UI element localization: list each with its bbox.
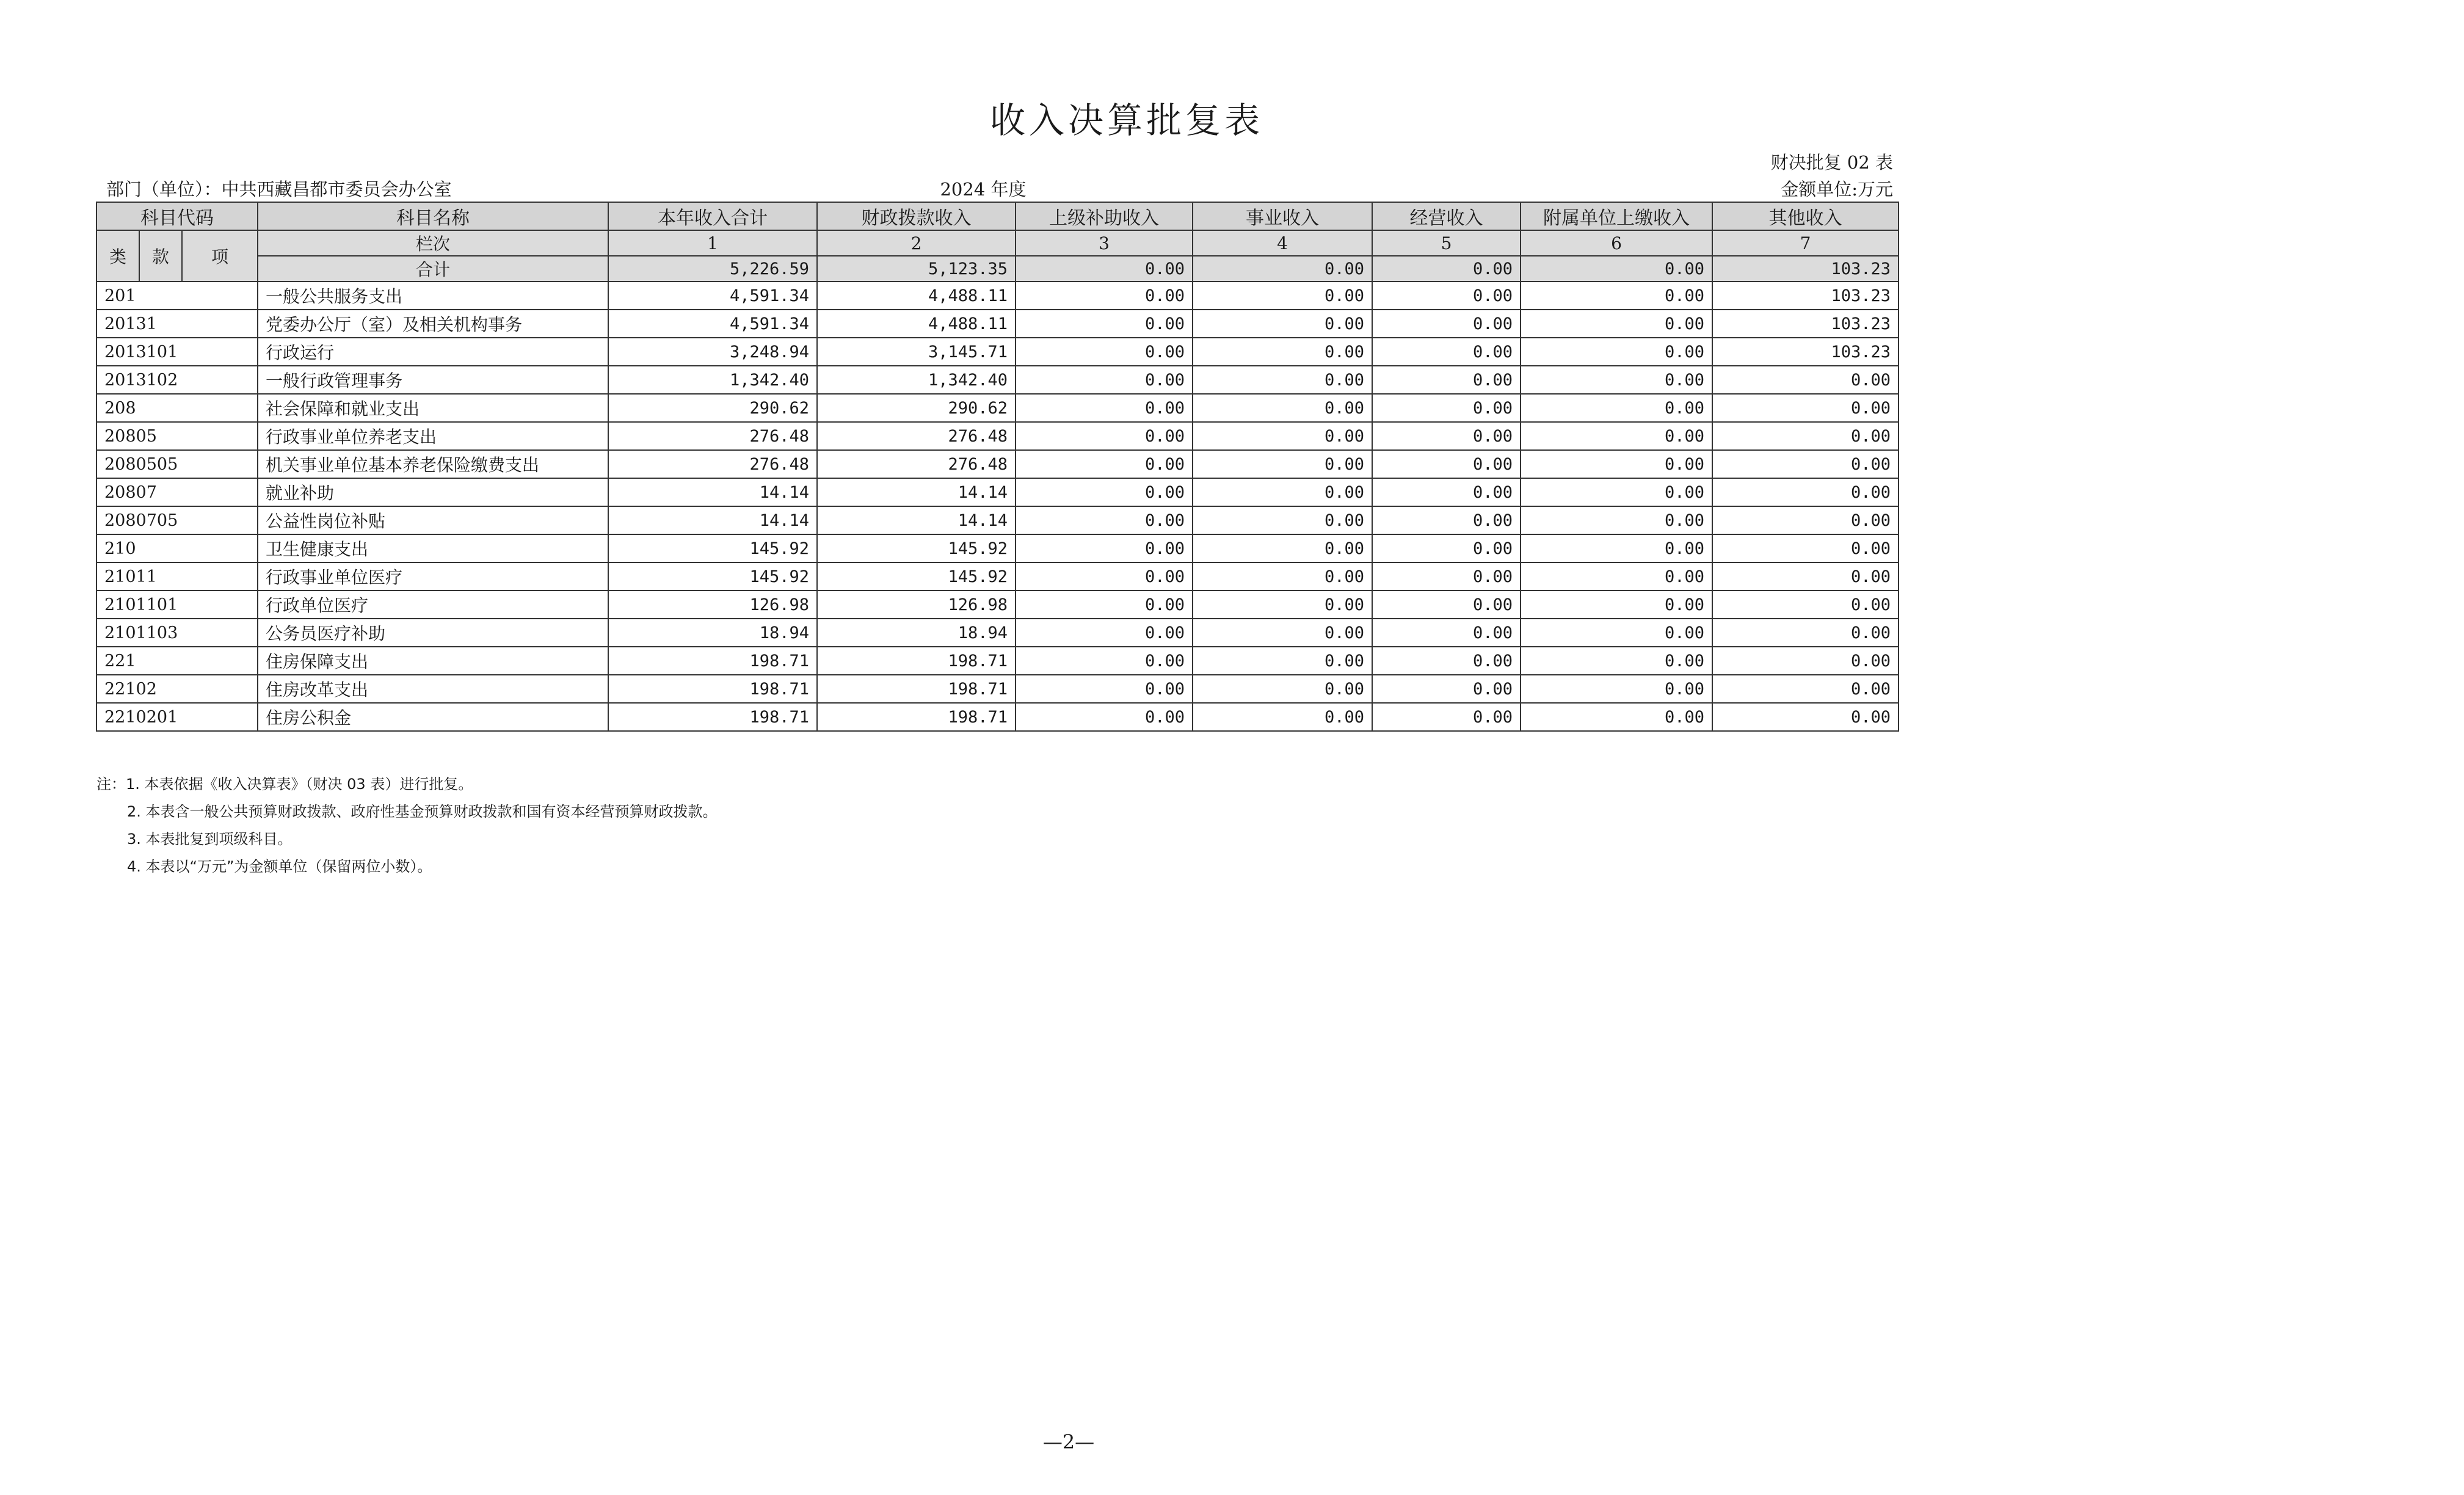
amount-cell: 290.62 [608,394,817,422]
amount-cell: 0.00 [1193,703,1372,731]
subject-code: 21011 [96,562,258,591]
column-number: 5 [1372,230,1521,256]
total-value: 0.00 [1372,256,1521,282]
amount-cell: 0.00 [1372,675,1521,703]
amount-cell: 0.00 [1016,647,1193,675]
amount-cell: 0.00 [1016,534,1193,562]
table-row [96,647,1899,675]
amount-cell: 0.00 [1521,534,1712,562]
amount-cell: 0.00 [1521,394,1712,422]
total-label: 合计 [258,256,608,282]
amount-cell: 0.00 [1193,619,1372,647]
table-row [96,450,1899,478]
amount-cell: 0.00 [1193,282,1372,310]
amount-cell: 103.23 [1712,338,1899,366]
subject-code: 2210201 [96,703,258,731]
amount-cell: 0.00 [1372,282,1521,310]
table-row [96,562,1899,591]
amount-cell: 0.00 [1712,366,1899,394]
table-row [96,534,1899,562]
total-value: 0.00 [1016,256,1193,282]
amount-cell: 0.00 [1016,562,1193,591]
table-row [96,703,1899,731]
amount-cell: 0.00 [1372,394,1521,422]
amount-cell: 0.00 [1193,647,1372,675]
income-table [96,202,1899,732]
column-number: 7 [1712,230,1899,256]
amount-cell: 0.00 [1016,703,1193,731]
amount-cell: 0.00 [1372,619,1521,647]
subject-code: 2080705 [96,506,258,534]
amount-cell: 103.23 [1712,282,1899,310]
amount-cell: 14.14 [817,478,1016,506]
amount-unit: 金额单位:万元 [1781,179,1893,200]
subject-name: 社会保障和就业支出 [258,394,608,422]
subject-code: 2013102 [96,366,258,394]
amount-cell: 0.00 [1521,450,1712,478]
amount-cell: 0.00 [1193,366,1372,394]
total-value: 0.00 [1193,256,1372,282]
amount-cell: 145.92 [608,534,817,562]
amount-cell: 145.92 [817,534,1016,562]
header-subject-code: 科目代码 [96,202,258,230]
amount-cell: 0.00 [1016,619,1193,647]
header-xiang: 项 [182,230,258,282]
subject-name: 卫生健康支出 [258,534,608,562]
total-value: 5,226.59 [608,256,817,282]
amount-cell: 0.00 [1016,675,1193,703]
column-number: 6 [1521,230,1712,256]
amount-cell: 0.00 [1193,394,1372,422]
total-value: 103.23 [1712,256,1899,282]
table-row [96,675,1899,703]
amount-cell: 0.00 [1016,422,1193,450]
subject-name: 党委办公厅（室）及相关机构事务 [258,310,608,338]
amount-cell: 0.00 [1521,338,1712,366]
amount-cell: 290.62 [817,394,1016,422]
amount-cell: 0.00 [1372,647,1521,675]
header-col: 事业收入 [1193,202,1372,230]
amount-cell: 14.14 [608,506,817,534]
amount-cell: 0.00 [1372,310,1521,338]
amount-cell: 0.00 [1521,562,1712,591]
amount-cell: 0.00 [1016,282,1193,310]
amount-cell: 0.00 [1521,703,1712,731]
amount-cell: 0.00 [1372,478,1521,506]
subject-name: 住房保障支出 [258,647,608,675]
subject-code: 2101101 [96,591,258,619]
header-col: 其他收入 [1712,202,1899,230]
amount-cell: 0.00 [1712,619,1899,647]
amount-cell: 0.00 [1712,591,1899,619]
amount-cell: 0.00 [1016,338,1193,366]
subject-name: 行政单位医疗 [258,591,608,619]
column-number: 4 [1193,230,1372,256]
amount-cell: 0.00 [1193,562,1372,591]
amount-cell: 198.71 [608,647,817,675]
table-row [96,506,1899,534]
amount-cell: 0.00 [1521,282,1712,310]
total-value: 0.00 [1521,256,1712,282]
subject-code: 221 [96,647,258,675]
amount-cell: 0.00 [1016,310,1193,338]
column-number: 2 [817,230,1016,256]
subject-name: 住房公积金 [258,703,608,731]
header-lei: 类 [96,230,139,282]
amount-cell: 276.48 [817,450,1016,478]
amount-cell: 18.94 [608,619,817,647]
amount-cell: 145.92 [608,562,817,591]
amount-cell: 198.71 [817,703,1016,731]
subject-code: 208 [96,394,258,422]
amount-cell: 0.00 [1372,703,1521,731]
amount-cell: 198.71 [608,703,817,731]
amount-cell: 0.00 [1712,450,1899,478]
amount-cell: 145.92 [817,562,1016,591]
subject-name: 一般公共服务支出 [258,282,608,310]
amount-cell: 0.00 [1712,534,1899,562]
header-col: 本年收入合计 [608,202,817,230]
subject-code: 20805 [96,422,258,450]
table-row [96,619,1899,647]
subject-code: 22102 [96,675,258,703]
table-row [96,282,1899,310]
amount-cell: 0.00 [1521,675,1712,703]
amount-cell: 198.71 [817,647,1016,675]
amount-cell: 1,342.40 [817,366,1016,394]
amount-cell: 0.00 [1521,506,1712,534]
amount-cell: 0.00 [1016,366,1193,394]
column-number: 3 [1016,230,1193,256]
amount-cell: 0.00 [1712,647,1899,675]
total-value: 5,123.35 [817,256,1016,282]
amount-cell: 4,591.34 [608,310,817,338]
footnotes [96,771,718,881]
table-row [96,422,1899,450]
subject-code: 2080505 [96,450,258,478]
amount-cell: 0.00 [1016,506,1193,534]
amount-cell: 276.48 [817,422,1016,450]
subject-name: 一般行政管理事务 [258,366,608,394]
page-title: 收入决算批复表 [989,100,1263,141]
subject-code: 210 [96,534,258,562]
amount-cell: 0.00 [1372,562,1521,591]
table-row [96,366,1899,394]
amount-cell: 0.00 [1372,450,1521,478]
amount-cell: 198.71 [817,675,1016,703]
amount-cell: 14.14 [608,478,817,506]
amount-cell: 0.00 [1712,675,1899,703]
amount-cell: 0.00 [1193,478,1372,506]
subject-code: 2101103 [96,619,258,647]
amount-cell: 0.00 [1016,591,1193,619]
amount-cell: 103.23 [1712,310,1899,338]
subject-name: 行政事业单位养老支出 [258,422,608,450]
amount-cell: 0.00 [1193,675,1372,703]
header-kuan: 款 [139,230,182,282]
amount-cell: 0.00 [1193,310,1372,338]
page-number: —2— [1042,1430,1095,1453]
amount-cell: 0.00 [1521,310,1712,338]
header-col: 上级补助收入 [1016,202,1193,230]
amount-cell: 0.00 [1193,450,1372,478]
amount-cell: 0.00 [1521,591,1712,619]
note-item: 2. 本表含一般公共预算财政拨款、政府性基金预算财政拨款和国有资本经营预算财政拨款。 [127,803,718,820]
form-number: 财决批复 02 表 [1770,152,1893,173]
amount-cell: 0.00 [1016,478,1193,506]
subject-code: 20807 [96,478,258,506]
amount-cell: 0.00 [1712,562,1899,591]
amount-cell: 14.14 [817,506,1016,534]
fiscal-year: 2024 年度 [940,179,1027,200]
amount-cell: 0.00 [1712,703,1899,731]
subject-name: 就业补助 [258,478,608,506]
amount-cell: 4,591.34 [608,282,817,310]
header-lanci: 栏次 [258,230,608,256]
table-row [96,591,1899,619]
subject-code: 201 [96,282,258,310]
note-item: 注：1. 本表依据《收入决算表》（财决 03 表）进行批复。 [96,776,473,793]
amount-cell: 0.00 [1372,338,1521,366]
header-col: 财政拨款收入 [817,202,1016,230]
amount-cell: 0.00 [1193,338,1372,366]
amount-cell: 4,488.11 [817,282,1016,310]
table-row [96,394,1899,422]
amount-cell: 0.00 [1712,394,1899,422]
subject-code: 2013101 [96,338,258,366]
table-row [96,338,1899,366]
table-row [96,478,1899,506]
amount-cell: 0.00 [1372,366,1521,394]
amount-cell: 0.00 [1521,619,1712,647]
amount-cell: 1,342.40 [608,366,817,394]
subject-name: 公益性岗位补贴 [258,506,608,534]
subject-name: 行政运行 [258,338,608,366]
amount-cell: 0.00 [1372,591,1521,619]
header-col: 附属单位上缴收入 [1521,202,1712,230]
amount-cell: 0.00 [1521,647,1712,675]
subject-name: 机关事业单位基本养老保险缴费支出 [258,450,608,478]
header-col: 经营收入 [1372,202,1521,230]
subject-name: 住房改革支出 [258,675,608,703]
amount-cell: 276.48 [608,422,817,450]
amount-cell: 276.48 [608,450,817,478]
column-number: 1 [608,230,817,256]
note-item: 4. 本表以“万元”为金额单位（保留两位小数）。 [127,858,432,875]
amount-cell: 0.00 [1712,506,1899,534]
amount-cell: 0.00 [1193,506,1372,534]
subject-name: 公务员医疗补助 [258,619,608,647]
amount-cell: 0.00 [1016,394,1193,422]
amount-cell: 0.00 [1712,422,1899,450]
amount-cell: 18.94 [817,619,1016,647]
amount-cell: 0.00 [1193,422,1372,450]
amount-cell: 4,488.11 [817,310,1016,338]
amount-cell: 0.00 [1193,534,1372,562]
amount-cell: 0.00 [1372,534,1521,562]
table-row [96,310,1899,338]
amount-cell: 3,248.94 [608,338,817,366]
amount-cell: 0.00 [1521,422,1712,450]
amount-cell: 0.00 [1372,422,1521,450]
header-subject-name: 科目名称 [258,202,608,230]
amount-cell: 126.98 [608,591,817,619]
amount-cell: 0.00 [1193,591,1372,619]
total-row [96,256,1899,282]
department-label: 部门（单位）：中共西藏昌都市委员会办公室 [106,179,452,200]
note-item: 3. 本表批复到项级科目。 [127,831,293,848]
amount-cell: 0.00 [1372,506,1521,534]
amount-cell: 3,145.71 [817,338,1016,366]
amount-cell: 198.71 [608,675,817,703]
amount-cell: 0.00 [1016,450,1193,478]
amount-cell: 0.00 [1521,366,1712,394]
amount-cell: 126.98 [817,591,1016,619]
amount-cell: 0.00 [1521,478,1712,506]
subject-code: 20131 [96,310,258,338]
amount-cell: 0.00 [1712,478,1899,506]
subject-name: 行政事业单位医疗 [258,562,608,591]
